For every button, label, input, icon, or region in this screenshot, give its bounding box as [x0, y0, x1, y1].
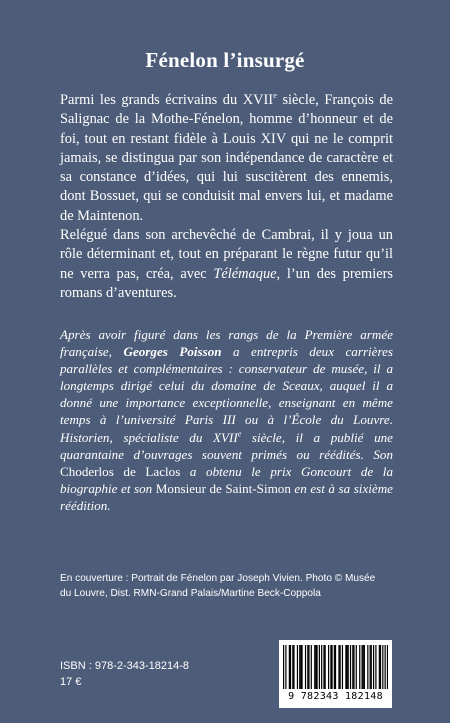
cover-credit: En couverture : Portrait de Fénelon par Joseph Vivien. Photo © Musée du Louvre, Dist. RMN-Grand Palais/Martine Beck-Coppola: [60, 573, 376, 599]
isbn-price-block: [60, 658, 189, 690]
price: 17 €: [60, 676, 82, 688]
book-summary: [60, 91, 393, 303]
summary-paragraph-1: Parmi les grands écrivains du XVIIe siècle, François de Salignac de la Mothe-Fénelon, homme d’honneur et de foi, tout en restant fidèle à Louis XIV qui ne le comprit jamais, se distingua par son indépendance de caractère et sa constance d’idées, qui lui suscitèrent des ennemis, dont Bossuet, qui se conduisit mal envers lui, et madame de Maintenon.: [60, 90, 394, 224]
barcode-digits: 9 782343 182148: [288, 691, 383, 702]
isbn-number: ISBN : 978-2-343-18214-8: [60, 660, 190, 672]
summary-paragraph-2: Relégué dans son archevêché de Cambrai, il y joua un rôle déterminant et, tout en préparant le règne futur qu’il ne verra pas, créa, avec Télémaque, l’un des premiers romans d’aventures.: [60, 227, 393, 301]
barcode-bars: [283, 645, 388, 691]
author-name: Georges Poisson: [123, 344, 222, 360]
barcode: [279, 640, 392, 708]
author-biography: Après avoir figuré dans les rangs de la Première armée française, Georges Poisson a entrepris deux carrières parallèles et complémentaires : conservateur de musée, il a longtemps dirigé celui du domaine de Sceaux, auquel il a donné une importance exceptionnelle, enseignant en même temps à l’université Paris III ou à l’École du Louvre. Historien, spécialiste du XVIIe siècle, il a publié une quarantaine d’ouvrages souvent primés ou réédités. Son Choderlos de Laclos a obtenu le prix Goncourt de la biographie et son Monsieur de Saint-Simon en est à sa sixième réédition.: [60, 327, 394, 513]
book-title: Fénelon l’insurgé: [145, 48, 305, 72]
